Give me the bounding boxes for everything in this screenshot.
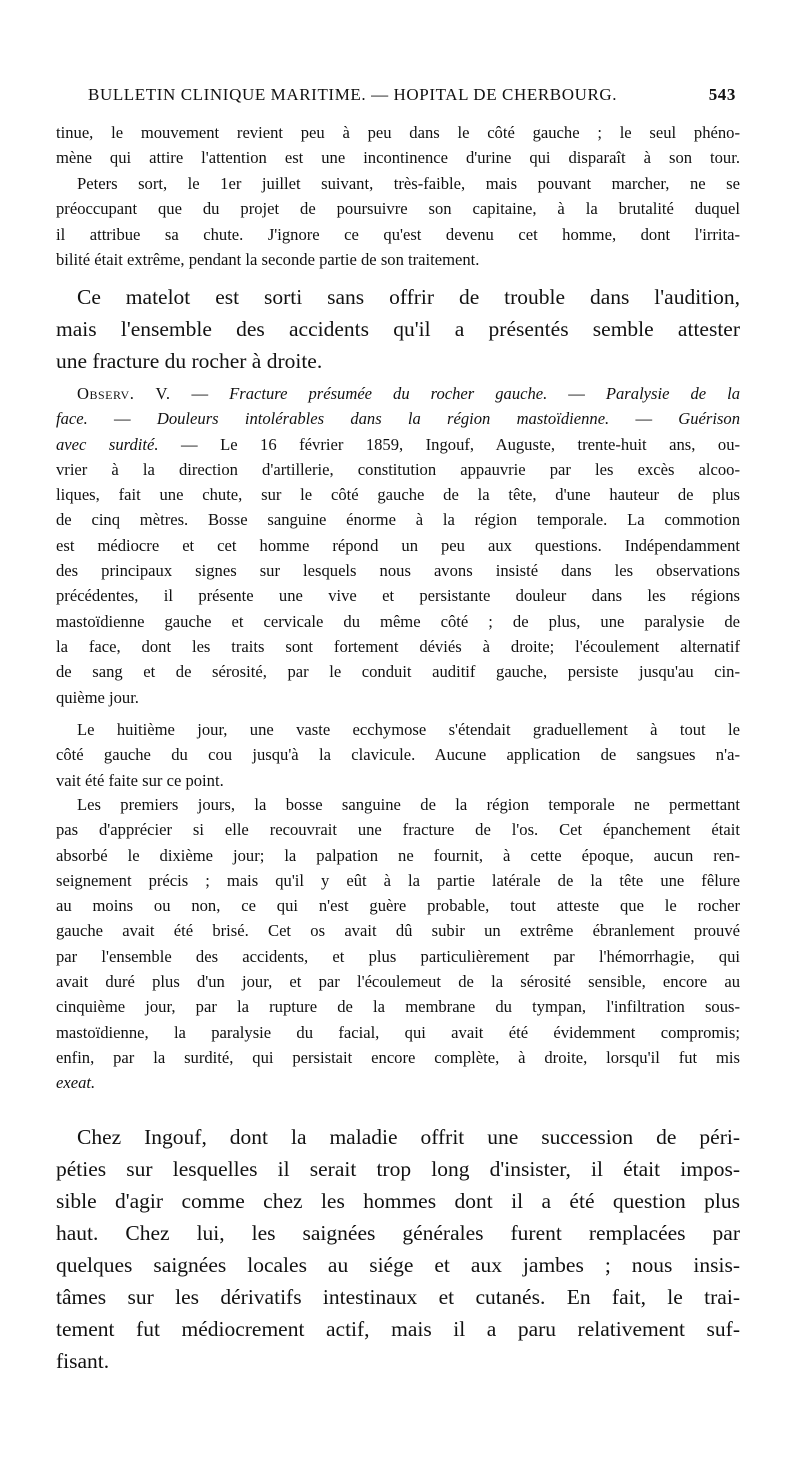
text-line: pas d'apprécier si elle recouvrait une fracture de l'os. Cet épanchement était [56, 820, 740, 840]
text-line: quelques saignées locales au siége et aux jambes ; nous insis- [56, 1253, 740, 1277]
text-line-exeat: exeat. [56, 1073, 96, 1093]
text-line: Le huitième jour, une vaste ecchymose s'étendait graduellement à tout le [77, 720, 740, 739]
obs-title-line-2: face. — Douleurs intolérables dans la région mastoïdienne. — Guérison [56, 409, 741, 429]
text-line: Les premiers jours, la bosse sanguine de la région temporale ne permettant [77, 795, 740, 814]
header-title: BULLETIN CLINIQUE MARITIME. — HOPITAL DE CHERBOURG. [88, 85, 618, 104]
text-line: une fracture du rocher à droite. [56, 349, 323, 373]
text-line: Peters sort, le 1er juillet suivant, très-faible, mais pouvant marcher, ne se [77, 174, 740, 193]
text-line: précédentes, il présente une vive et persistante douleur dans les régions [56, 586, 740, 606]
text-line: fisant. [56, 1349, 110, 1373]
text-line: bilité était extrême, pendant la seconde partie de son traitement. [56, 249, 480, 269]
text-line: gauche avait été brisé. Cet os avait dû subir un extrême ébranlement prouvé [56, 921, 740, 941]
text-line: sible d'agir comme chez les hommes dont il a été question plus [56, 1189, 740, 1213]
text-line: absorbé le dixième jour; la palpation ne fournit, à cette époque, aucun ren- [56, 845, 740, 865]
observation-5 [56, 381, 740, 710]
text-line: Chez Ingouf, dont la maladie offrit une succession de péri- [77, 1125, 740, 1149]
text-line: liques, fait une chute, sur le côté gauche de la tête, d'une hauteur de plus [56, 485, 740, 505]
paragraph-2 [56, 171, 740, 272]
paragraph-1 [56, 120, 740, 171]
text-line: vait été faite sur ce point. [56, 770, 224, 790]
text-line: la face, dont les traits sont fortement déviés à droite; l'écoulement alternatif [56, 636, 740, 656]
text-line: est médiocre et cet homme répond un peu aux questions. Indépendamment [56, 535, 740, 555]
text-line: il attribue sa chute. J'ignore ce qu'est devenu cet homme, dont l'irrita- [56, 224, 740, 244]
obs-title-line-3: avec surdité. — Le 16 février 1859, Ingouf, Auguste, trente-huit ans, ou- [56, 434, 741, 454]
text-line: tâmes sur les dérivatifs intestinaux et cutanés. En fait, le trai- [56, 1285, 740, 1309]
text-line: vrier à la direction d'artillerie, constitution appauvrie par les excès alcoo- [56, 459, 740, 479]
text-line: quième jour. [56, 687, 139, 707]
text-line: mastoïdienne gauche et cervicale du même côté ; de plus, une paralysie de [56, 611, 740, 631]
text-line: des principaux signes sur lesquels nous avons insisté dans les observations [56, 561, 740, 581]
text-line: haut. Chez lui, les saignées générales furent remplacées par [56, 1221, 740, 1245]
text-line: cinquième jour, par la rupture de la membrane du tympan, l'infiltration sous- [56, 997, 740, 1017]
text-line: enfin, par la surdité, qui persistait encore complète, à droite, lorsqu'il fut mis [56, 1047, 740, 1067]
text-line: au moins ou non, ce qui n'est guère probable, tout atteste que le rocher [56, 896, 740, 916]
text-line: de sang et de sérosité, par le conduit auditif gauche, persiste jusqu'au cin- [56, 662, 740, 682]
text-line: tement fut médiocrement actif, mais il a paru relativement suf- [56, 1317, 740, 1341]
text-line: avait duré plus d'un jour, et par l'écoulemeut de la sérosité sensible, encore au [56, 972, 740, 992]
observation-label: Observ. V. [77, 384, 171, 403]
text-line: mais l'ensemble des accidents qu'il a présentés semble attester [56, 317, 740, 341]
text-line: préoccupant que du projet de poursuivre son capitaine, à la brutalité duquel [56, 199, 740, 219]
obs-title-line-1: Observ. V. — Fracture présumée du rocher gauche. — Paralysie de la [77, 384, 741, 403]
text-line: seignement précis ; mais qu'il y eût à la partie latérale de la tête une fêlure [56, 870, 740, 890]
text-line: de cinq mètres. Bosse sanguine énorme à la région temporale. La commotion [56, 510, 740, 530]
text-line: mène qui attire l'attention est une incontinence d'urine qui disparaît à son tour. [56, 148, 740, 168]
paragraph-5 [56, 717, 740, 793]
text-line: Ce matelot est sorti sans offrir de trouble dans l'audition, [77, 285, 740, 309]
running-header [88, 85, 736, 105]
page-number: 543 [708, 85, 736, 104]
text-line: côté gauche du cou jusqu'à la clavicule. Aucune application de sangsues n'a- [56, 745, 740, 765]
paragraph-3 [56, 281, 740, 377]
text-line: par l'ensemble des accidents, et plus particulièrement par l'hémorrhagie, qui [56, 946, 740, 966]
text-line: tinue, le mouvement revient peu à peu dans le côté gauche ; le seul phéno- [56, 123, 740, 142]
text-line: péties sur lesquelles il serait trop long d'insister, il était impos- [56, 1157, 740, 1181]
paragraph-6 [56, 792, 740, 1096]
paragraph-7 [56, 1121, 740, 1377]
text-line: mastoïdienne, la paralysie du facial, qui avait été évidemment compromis; [56, 1022, 740, 1042]
